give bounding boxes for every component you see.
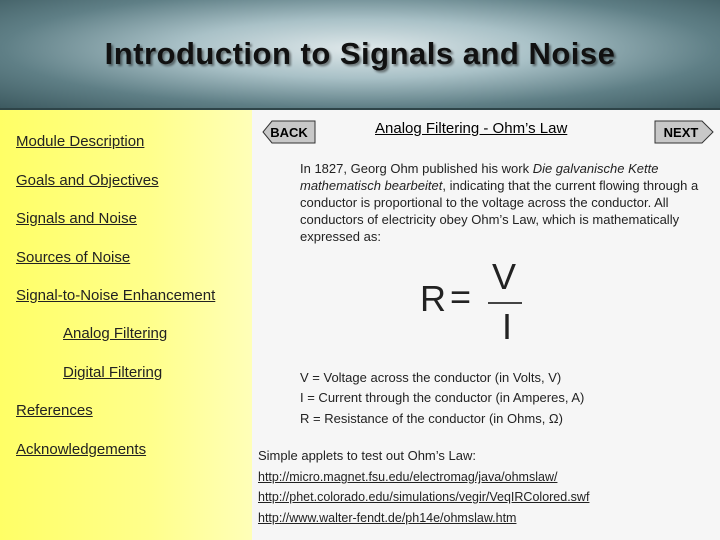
- page-title: Introduction to Signals and Noise: [104, 36, 616, 71]
- sidebar-item-references[interactable]: References: [16, 402, 93, 419]
- sidebar-item-signal-to-noise-enhancement[interactable]: Signal-to-Noise Enhancement: [16, 287, 216, 304]
- sidebar-item-analog-filtering[interactable]: Analog Filtering: [63, 325, 168, 342]
- sidebar-item-acknowledgements[interactable]: Acknowledgements: [16, 441, 147, 458]
- intro-work-title: Die galvanische Kette mathematisch bearbeitet: [300, 161, 659, 193]
- fraction-bar: [488, 302, 522, 304]
- ohms-law-formula: [420, 256, 530, 348]
- intro-paragraph: [300, 160, 708, 245]
- sidebar-item-signals-and-noise[interactable]: Signals and Noise: [16, 210, 137, 227]
- sidebar-item-goals-and-objectives[interactable]: Goals and Objectives: [16, 172, 159, 189]
- formula-equals: =: [450, 276, 472, 317]
- slide-title: Analog Filtering - Ohm’s Law: [375, 120, 568, 137]
- applet-link-fsu[interactable]: http://micro.magnet.fsu.edu/electromag/java/ohmslaw/: [258, 470, 558, 484]
- sidebar-item-module-description[interactable]: Module Description: [16, 133, 145, 150]
- intro-text-start: In 1827, Georg Ohm published his work: [300, 161, 533, 176]
- formula-numerator: V: [492, 256, 517, 297]
- next-button[interactable]: [654, 120, 714, 144]
- sidebar-item-digital-filtering[interactable]: Digital Filtering: [63, 364, 163, 381]
- back-button-label: BACK: [270, 125, 308, 140]
- next-button-label: NEXT: [663, 125, 699, 140]
- applet-link-walter-fendt[interactable]: http://www.walter-fendt.de/ph14e/ohmslaw.htm: [258, 511, 517, 525]
- formula-lhs: R: [420, 278, 446, 319]
- header-banner: [0, 0, 720, 110]
- definition-resistance: R = Resistance of the conductor (in Ohms, Ω): [300, 411, 563, 426]
- sidebar-item-sources-of-noise[interactable]: Sources of Noise: [16, 249, 131, 266]
- back-button[interactable]: [262, 120, 316, 144]
- formula-denominator: I: [502, 306, 513, 347]
- applets-label: Simple applets to test out Ohm’s Law:: [258, 448, 476, 463]
- intro-text-end: , indicating that the current flowing through a conductor is proportional to the voltage across the conductor. All conductors of electricity obey Ohm’s Law, which is mathematically expressed as:: [300, 178, 699, 244]
- applet-link-phet[interactable]: http://phet.colorado.edu/simulations/vegir/VeqIRColored.swf: [258, 490, 590, 504]
- definition-voltage: V = Voltage across the conductor (in Volts, V): [300, 370, 562, 385]
- definition-current: I = Current through the conductor (in Amperes, A): [300, 390, 585, 405]
